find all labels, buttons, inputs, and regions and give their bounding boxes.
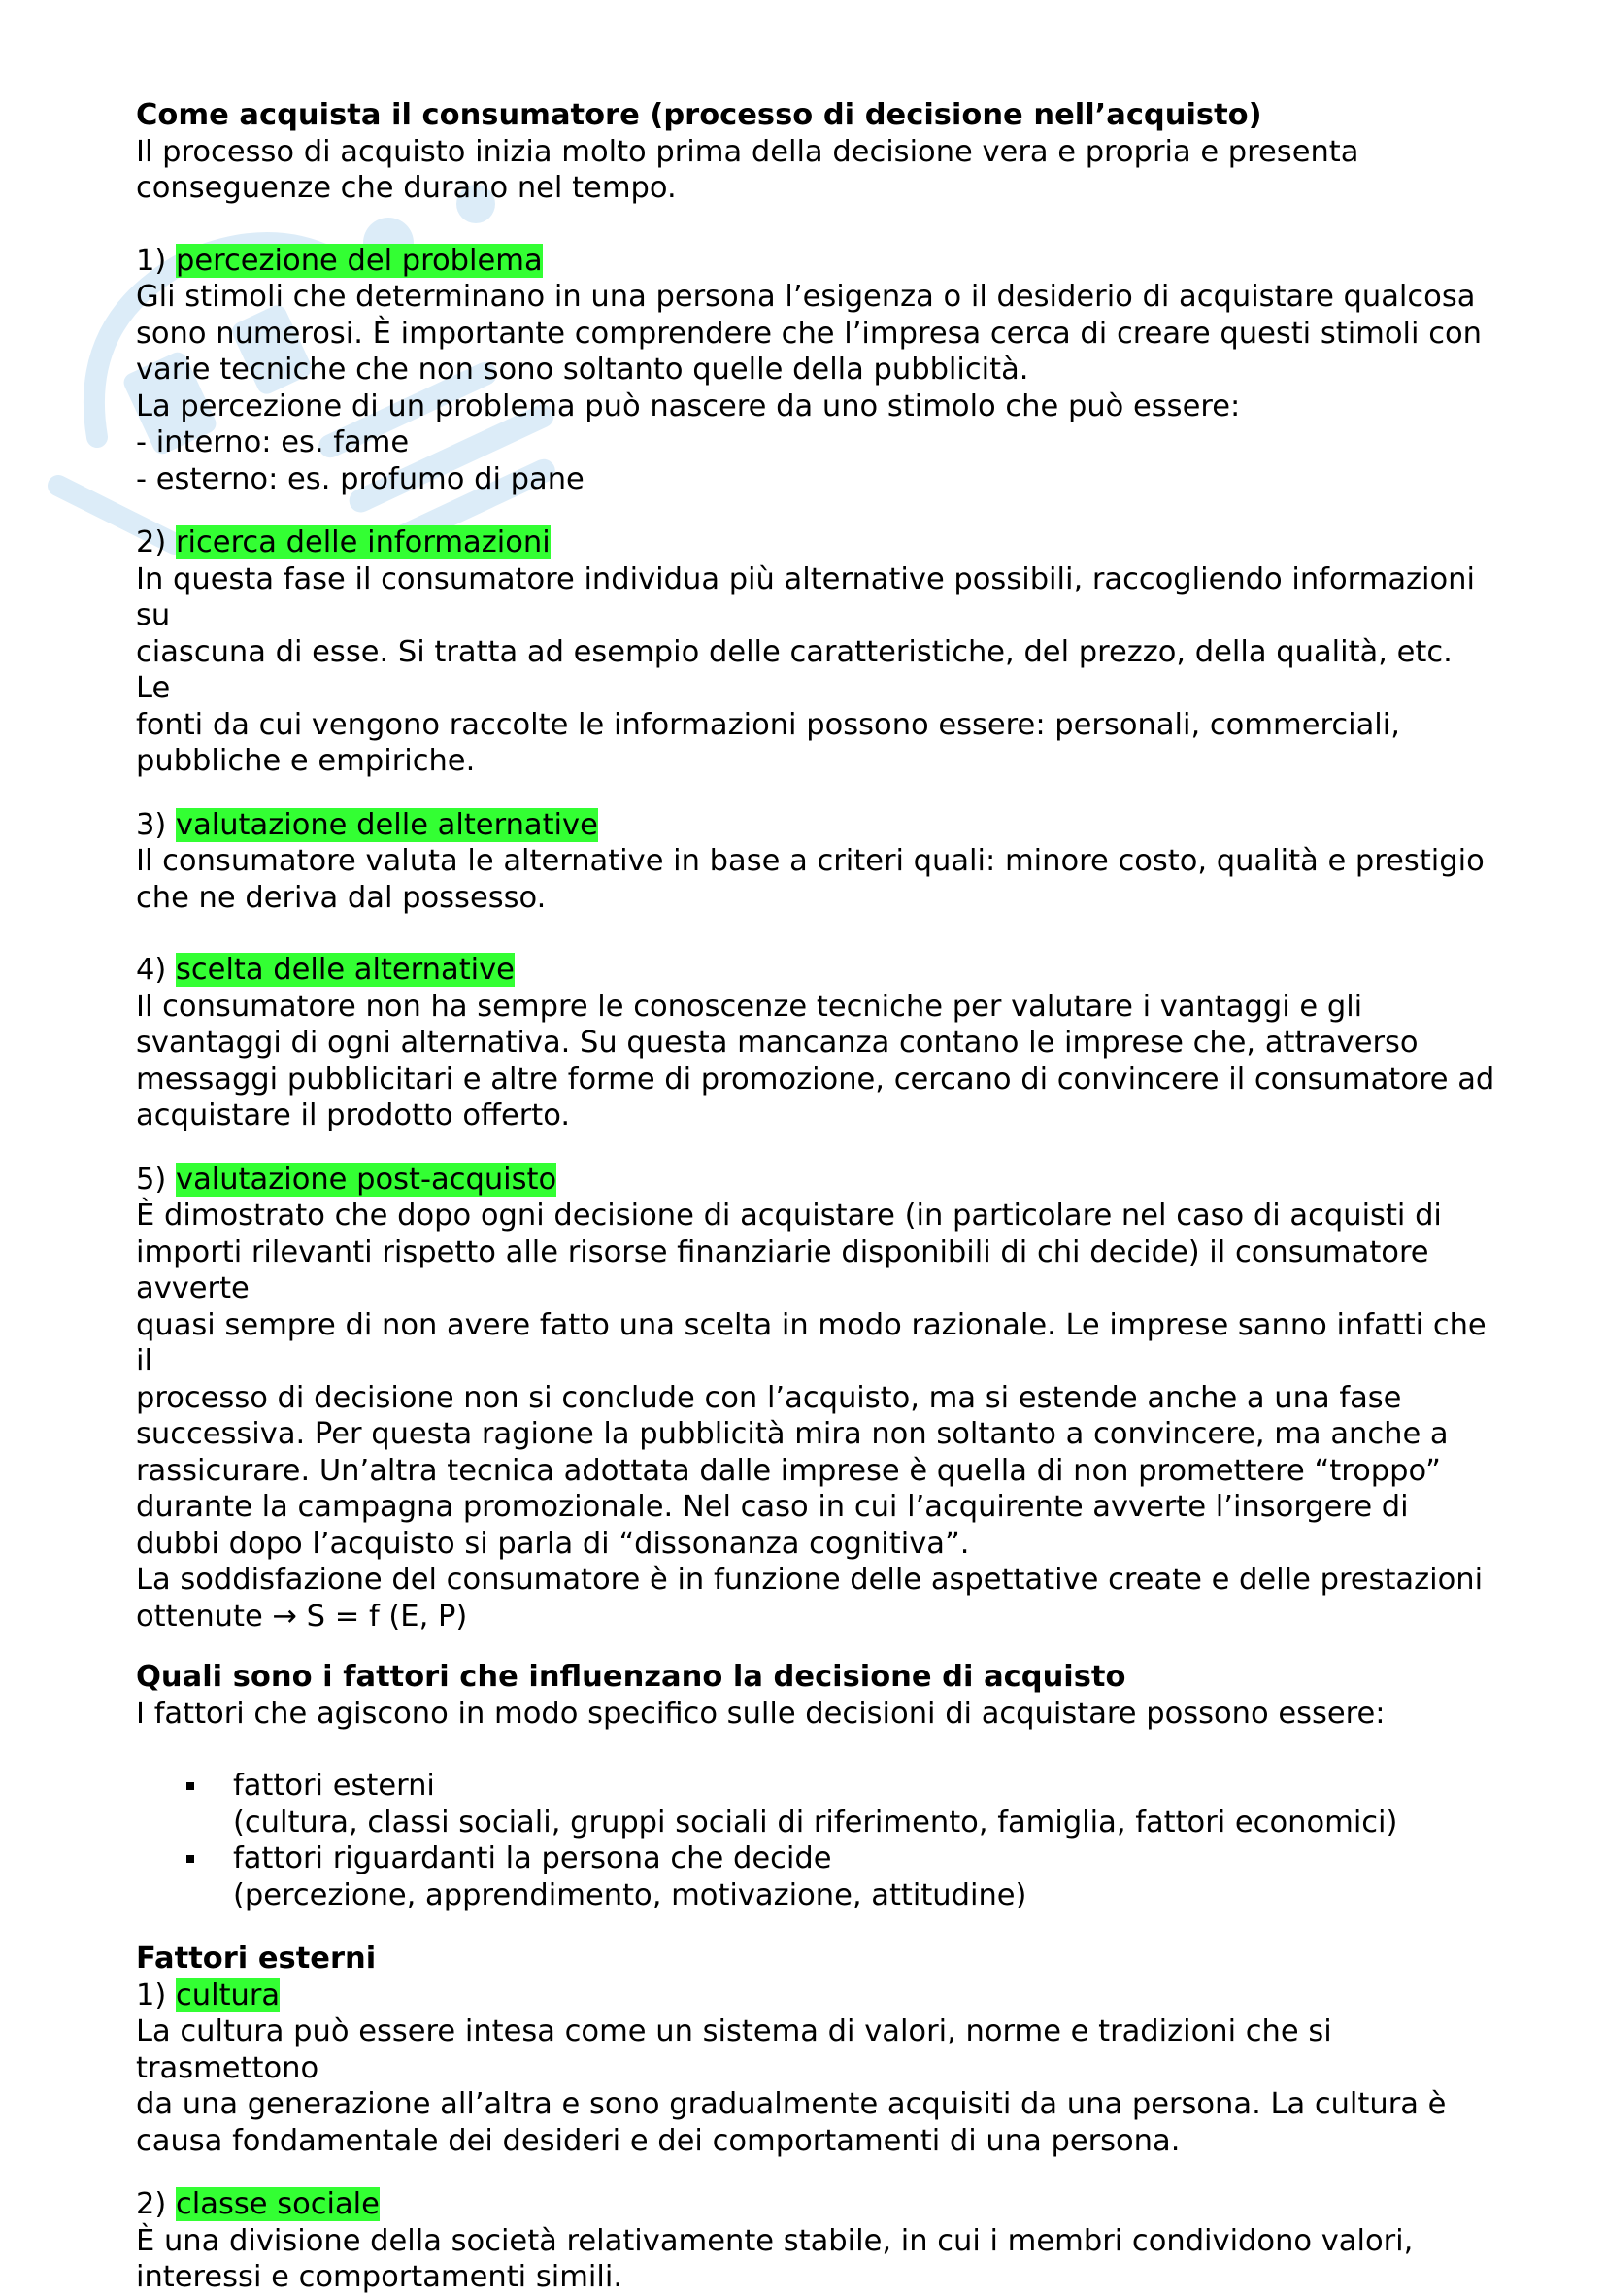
- step-4: [136, 952, 1495, 1134]
- item-number: 1): [136, 1977, 167, 2012]
- text-line: - esterno: es. profumo di pane: [136, 461, 585, 496]
- step-number: 4): [136, 953, 167, 987]
- step-5: [136, 1162, 1495, 1636]
- document-page: [136, 97, 1495, 2296]
- list-item: [136, 1840, 1495, 1913]
- text-line: durante la campagna promozionale. Nel caso in cui l’acquirente avverte l’insorgere di: [136, 1490, 1409, 1524]
- item-heading: [136, 1977, 1495, 2014]
- text-line: Il consumatore non ha sempre le conoscenze tecniche per valutare i vantaggi e gli: [136, 989, 1363, 1024]
- text-line: È dimostrato che dopo ogni decisione di acquistare (in particolare nel caso di acquisti di: [136, 1199, 1442, 1232]
- step-number: 1): [136, 243, 167, 278]
- step-label-highlight: scelta delle alternative: [176, 953, 515, 987]
- item-label-highlight: cultura: [176, 1977, 281, 2012]
- text-line: processo di decisione non si conclude con l’acquisto, ma si estende anche a una fase: [136, 1380, 1402, 1415]
- section-title: Fattori esterni: [136, 1941, 377, 1975]
- text-line: Gli stimoli che determinano in una persona l’esigenza o il desiderio di acquistare qualcosa: [136, 280, 1476, 314]
- text-line: conseguenze che durano nel tempo.: [136, 171, 677, 205]
- step-number: 2): [136, 525, 167, 559]
- text-line: svantaggi di ogni alternativa. Su questa mancanza contano le imprese che, attraverso: [136, 1026, 1419, 1060]
- text-line: successiva. Per questa ragione la pubblicità mira non soltanto a convincere, ma anche a: [136, 1417, 1449, 1451]
- bullet-label: fattori esterni: [233, 1769, 435, 1803]
- section-title: Come acquista il consumatore (processo di decisione nell’acquisto): [136, 98, 1262, 132]
- step-label-highlight: valutazione delle alternative: [176, 807, 598, 842]
- item-heading: [136, 2186, 1495, 2223]
- step-1: [136, 243, 1495, 498]
- text-line: Il consumatore valuta le alternative in base a criteri quali: minore costo, qualità e prestigio: [136, 844, 1485, 878]
- step-number: 3): [136, 807, 167, 842]
- item-label-highlight: classe sociale: [176, 2187, 380, 2221]
- text-line: Il processo di acquisto inizia molto prima della decisione vera e propria e presenta: [136, 134, 1359, 169]
- text-line: rassicurare. Un’altra tecnica adottata dalle imprese è quella di non promettere “troppo”: [136, 1453, 1441, 1488]
- text-line: La cultura può essere intesa come un sistema di valori, norme e tradizioni che si trasmettono: [136, 2014, 1332, 2085]
- step-3: [136, 807, 1495, 917]
- text-line: La soddisfazione del consumatore è in funzione delle aspettative create e delle prestazioni: [136, 1563, 1484, 1597]
- intro-section: [136, 97, 1495, 207]
- text-line: varie tecniche che non sono soltanto quelle della pubblicità.: [136, 353, 1029, 387]
- bullet-detail: (cultura, classi sociali, gruppi sociali di riferimento, famiglia, fattori economici): [233, 1805, 1398, 1840]
- text-line: fonti da cui vengono raccolte le informazioni possono essere: personali, commerciali,: [136, 707, 1400, 742]
- section-title: Quali sono i fattori che influenzano la decisione di acquisto: [136, 1660, 1126, 1694]
- list-item: [136, 1768, 1495, 1840]
- step-label-highlight: valutazione post-acquisto: [176, 1162, 557, 1197]
- step-heading: [136, 807, 1495, 844]
- text-line: sono numerosi. È importante comprendere che l’impresa cerca di creare questi stimoli con: [136, 316, 1482, 351]
- factors-list: [136, 1768, 1495, 1913]
- step-number: 5): [136, 1162, 167, 1197]
- text-line: causa fondamentale dei desideri e dei comportamenti di una persona.: [136, 2123, 1181, 2158]
- text-line: pubbliche e empiriche.: [136, 744, 476, 778]
- text-line: acquistare il prodotto offerto.: [136, 1098, 571, 1132]
- text-line: ciascuna di esse. Si tratta ad esempio delle caratteristiche, del prezzo, della qualità, etc. Le: [136, 634, 1453, 705]
- text-line: I fattori che agiscono in modo specifico sulle decisioni di acquistare possono essere:: [136, 1696, 1386, 1731]
- text-line: quasi sempre di non avere fatto una scelta in modo razionale. Le imprese sanno infatti che il: [136, 1307, 1487, 1378]
- text-line: messaggi pubblicitari e altre forme di promozione, cercano di convincere il consumatore ad: [136, 1062, 1495, 1097]
- external-factors-section: [136, 1941, 1495, 2296]
- step-heading: [136, 243, 1495, 280]
- step-heading: [136, 524, 1495, 561]
- text-line: ottenute → S = f (E, P): [136, 1599, 468, 1634]
- text-line: In questa fase il consumatore individua più alternative possibili, raccogliendo informazioni su: [136, 561, 1475, 632]
- step-label-highlight: percezione del problema: [176, 243, 543, 278]
- text-line: La percezione di un problema può nascere da uno stimolo che può essere:: [136, 388, 1241, 423]
- text-line: interessi e comportamenti simili.: [136, 2260, 623, 2294]
- factors-section: [136, 1659, 1495, 1913]
- text-line: che ne deriva dal possesso.: [136, 880, 547, 915]
- bullet-label: fattori riguardanti la persona che decide: [233, 1841, 832, 1875]
- step-2: [136, 524, 1495, 780]
- text-line: È una divisione della società relativamente stabile, in cui i membri condividono valori,: [136, 2223, 1414, 2258]
- item-number: 2): [136, 2187, 167, 2221]
- text-line: da una generazione all’altra e sono gradualmente acquisiti da una persona. La cultura è: [136, 2087, 1447, 2121]
- text-line: - interno: es. fame: [136, 425, 410, 459]
- step-label-highlight: ricerca delle informazioni: [176, 525, 551, 559]
- text-line: dubbi dopo l’acquisto si parla di “dissonanza cognitiva”.: [136, 1526, 970, 1561]
- bullet-detail: (percezione, apprendimento, motivazione, attitudine): [233, 1877, 1027, 1912]
- text-line: importi rilevanti rispetto alle risorse finanziarie disponibili di chi decide) il consumatore avverte: [136, 1234, 1429, 1305]
- step-heading: [136, 952, 1495, 989]
- step-heading: [136, 1162, 1495, 1199]
